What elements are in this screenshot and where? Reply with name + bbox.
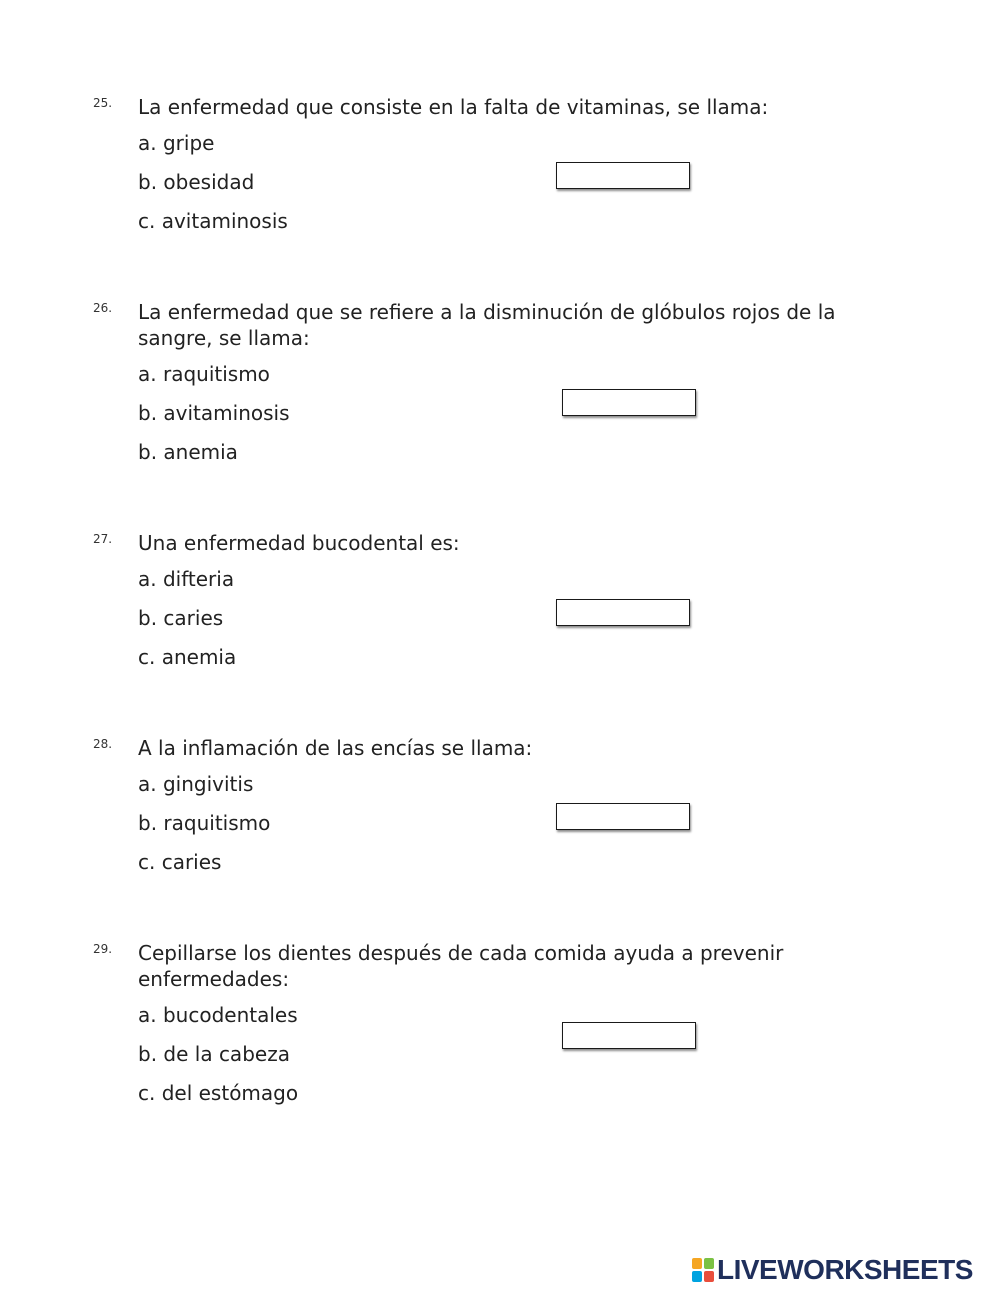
question-text: La enfermedad que consiste en la falta de vitaminas, se llama:	[138, 95, 769, 119]
answer-input-25[interactable]	[556, 162, 690, 189]
question-number: 28.	[93, 737, 113, 751]
question-number: 26.	[93, 301, 113, 315]
question-number: 27.	[93, 532, 113, 546]
answer-input-29[interactable]	[562, 1022, 696, 1049]
option-a: a. raquitismo	[138, 362, 270, 386]
option-c: c. caries	[138, 850, 222, 874]
option-b: b. obesidad	[138, 170, 255, 194]
option-b: b. raquitismo	[138, 811, 271, 835]
option-a: a. bucodentales	[138, 1003, 298, 1027]
option-b: b. avitaminosis	[138, 401, 290, 425]
question-text: A la inflamación de las encías se llama:	[138, 736, 533, 760]
answer-input-26[interactable]	[562, 389, 696, 416]
question-text: La enfermedad que se refiere a la disminución de glóbulos rojos de la sangre, se llama:	[138, 300, 836, 350]
question-text: Cepillarse los dientes después de cada comida ayuda a prevenir enfermedades:	[138, 941, 784, 991]
question-number: 29.	[93, 942, 113, 956]
option-a: a. difteria	[138, 567, 235, 591]
option-c: c. anemia	[138, 645, 237, 669]
logo-squares-icon	[692, 1258, 714, 1282]
question-number: 25.	[93, 96, 113, 110]
option-c: c. del estómago	[138, 1081, 299, 1105]
option-c: b. anemia	[138, 440, 238, 464]
answer-input-28[interactable]	[556, 803, 690, 830]
option-a: a. gingivitis	[138, 772, 254, 796]
option-b: b. caries	[138, 606, 224, 630]
option-a: a. gripe	[138, 131, 215, 155]
option-b: b. de la cabeza	[138, 1042, 290, 1066]
logo-text: LIVEWORKSHEETS	[717, 1254, 973, 1285]
question-text: Una enfermedad bucodental es:	[138, 531, 460, 555]
answer-input-27[interactable]	[556, 599, 690, 626]
liveworksheets-logo	[692, 1256, 973, 1284]
option-c: c. avitaminosis	[138, 209, 288, 233]
